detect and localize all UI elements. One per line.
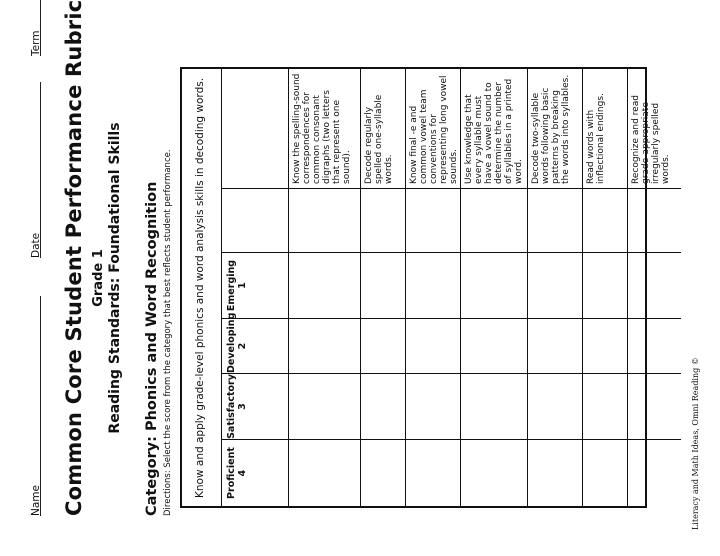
rubric-intro: Know and apply grade-level phonics and word analysis skills in decoding words.	[182, 69, 222, 506]
skill-description: Decode regularly spelled one-syllable words.	[361, 69, 405, 189]
score-cell-satisfactory[interactable]	[461, 374, 527, 440]
score-cell-satisfactory[interactable]	[289, 374, 360, 440]
score-cell-proficient[interactable]	[406, 440, 460, 506]
score-cell-emerging[interactable]	[461, 253, 527, 319]
score-cell-satisfactory[interactable]	[361, 374, 405, 440]
term-blank	[30, 0, 41, 56]
name-blank	[30, 296, 41, 516]
score-cell-emerging[interactable]	[583, 253, 627, 319]
score-cell-developing[interactable]	[461, 319, 527, 374]
score-cell-satisfactory[interactable]	[528, 374, 582, 440]
header-blank-cell	[222, 189, 288, 253]
score-cell-developing[interactable]	[583, 319, 627, 374]
score-cell-satisfactory[interactable]	[406, 374, 460, 440]
level-header-developing: Developing 2	[222, 319, 288, 374]
score-cell-emerging[interactable]	[361, 253, 405, 319]
blank-cell	[461, 189, 527, 253]
standards-label: Reading Standards: Foundational Skills	[107, 122, 123, 434]
rubric-header-row	[222, 69, 289, 506]
score-cell-proficient[interactable]	[361, 440, 405, 506]
skill-description: Decode two-syllable words following basic patterns by breaking the words into syllables.	[528, 69, 582, 189]
skill-description: Know final -e and common vowel team conventions for representing long vowel sounds.	[406, 69, 460, 189]
score-cell-developing[interactable]	[361, 319, 405, 374]
score-cell-proficient[interactable]	[461, 440, 527, 506]
date-label: Date	[30, 232, 42, 258]
header-skill-cell	[222, 69, 288, 189]
copyright-footer: Literacy and Math Ideas, Omni Reading ©	[691, 357, 700, 530]
blank-cell	[361, 189, 405, 253]
table-row	[361, 69, 406, 506]
score-cell-emerging[interactable]	[406, 253, 460, 319]
level-header-emerging: Emerging 1	[222, 253, 288, 319]
directions-text: Directions: Select the score from the category that best reflects student performance.	[163, 149, 173, 516]
date-blank	[30, 82, 41, 258]
grade-label: Grade 1	[91, 249, 106, 307]
term-label: Term	[30, 30, 42, 56]
score-cell-developing[interactable]	[289, 319, 360, 374]
table-row	[528, 69, 583, 506]
score-cell-developing[interactable]	[628, 319, 681, 374]
score-cell-proficient[interactable]	[289, 440, 360, 506]
student-info-line	[30, 0, 46, 516]
blank-cell	[583, 189, 627, 253]
blank-cell	[289, 189, 360, 253]
score-cell-emerging[interactable]	[528, 253, 582, 319]
blank-cell	[628, 189, 681, 253]
rubric-grid	[222, 69, 681, 506]
table-row	[628, 69, 681, 506]
score-cell-proficient[interactable]	[528, 440, 582, 506]
name-label: Name	[30, 485, 42, 516]
skill-description: Use knowledge that every syllable must have a vowel sound to determine the number of syllables in a printed word.	[461, 69, 527, 189]
score-cell-developing[interactable]	[528, 319, 582, 374]
skill-description: Recognize and read grade-appropriate irregularly spelled words.	[628, 69, 681, 189]
skill-description: Read words with inflectional endings.	[583, 69, 627, 189]
table-row	[406, 69, 461, 506]
score-cell-emerging[interactable]	[289, 253, 360, 319]
category-label: Category: Phonics and Word Recognition	[144, 181, 160, 516]
rubric-table	[180, 67, 671, 508]
table-row	[289, 69, 361, 506]
score-cell-proficient[interactable]	[583, 440, 627, 506]
level-header-satisfactory: Satisfactory 3	[222, 374, 288, 440]
table-row	[583, 69, 628, 506]
score-cell-satisfactory[interactable]	[583, 374, 627, 440]
score-cell-proficient[interactable]	[628, 440, 681, 506]
table-row	[461, 69, 528, 506]
page-title: Common Core Student Performance Rubric	[62, 0, 86, 516]
score-cell-developing[interactable]	[406, 319, 460, 374]
level-header-proficient: Proficient 4	[226, 447, 248, 499]
score-cell-satisfactory[interactable]	[628, 374, 681, 440]
blank-cell	[406, 189, 460, 253]
blank-cell	[528, 189, 582, 253]
score-cell-emerging[interactable]	[628, 253, 681, 319]
skill-description: Know the spelling-sound correspondences for common consonant digraphs (two letters that represent one sound).	[289, 69, 360, 189]
